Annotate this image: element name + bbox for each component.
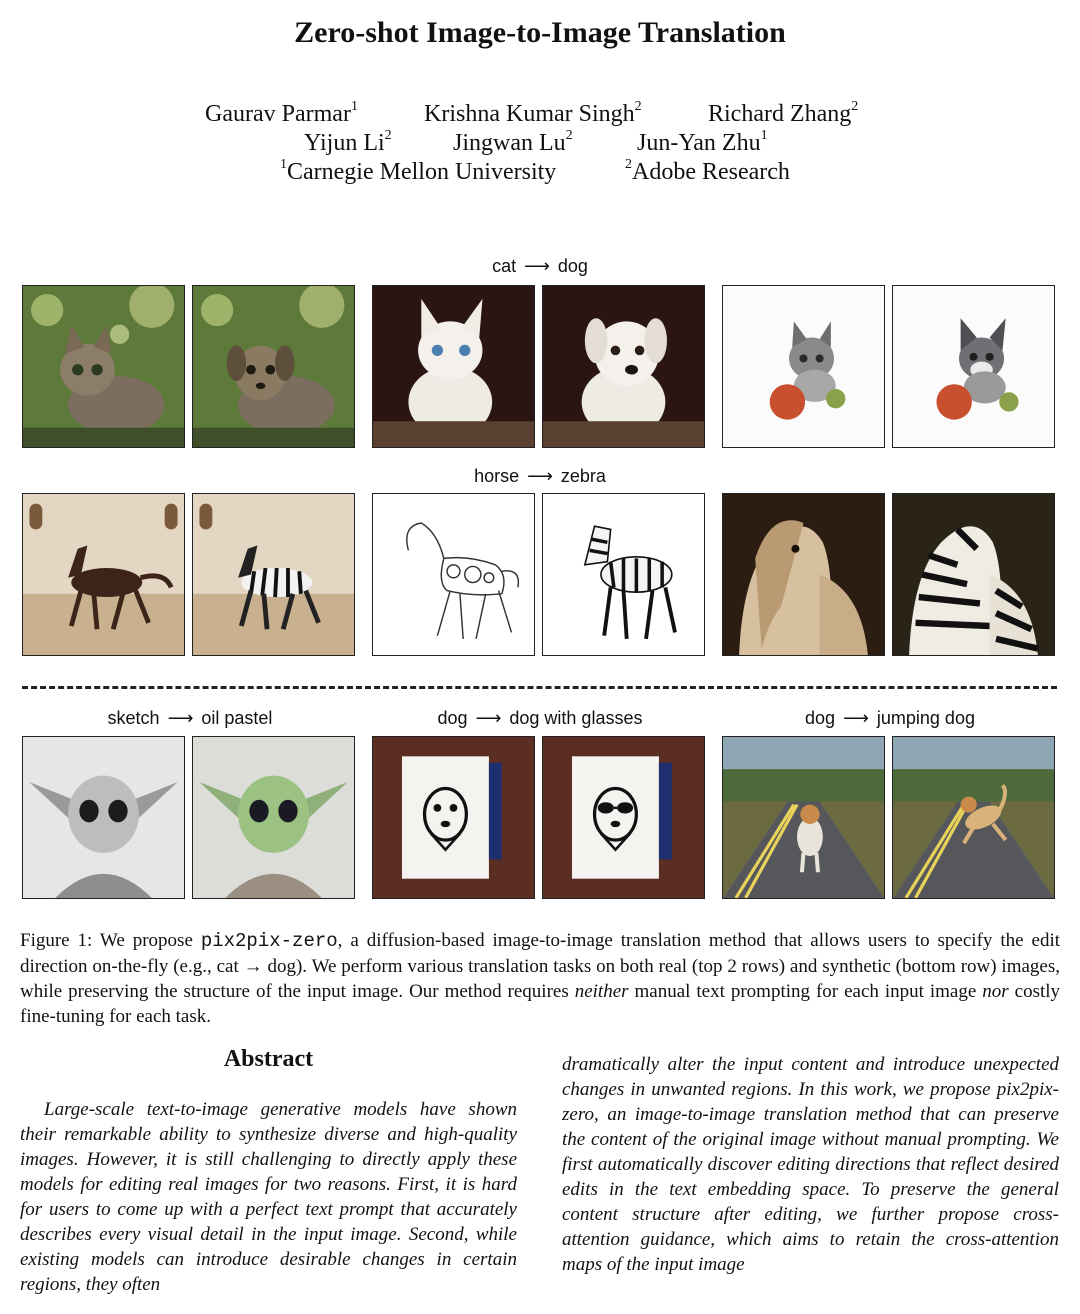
edit-label-cat-dog: cat ⟶ dog: [492, 256, 588, 277]
zebra-painting-output: [892, 493, 1055, 656]
jumping-dog-road-icon: [893, 737, 1054, 898]
author: Yijun Li$^2$: [304, 128, 392, 156]
author: Jun-Yan Zhu$^1$: [637, 128, 768, 156]
puppy-forest-output: [192, 285, 355, 448]
figure-caption: Figure 1: We propose pix2pix-zero, a diffusion-based image-to-image translation method that allows users to specify the edit direction on-the-fly (e.g., cat → dog). We perform various translation tasks on both real (top 2 rows) and synthetic (bottom row) images, while preserving the structure of the input image. Our method requires neither manual text prompting for each input image nor costly fine-tuning for each task.: [20, 930, 1061, 1027]
dog-drawing-input: [372, 736, 535, 899]
author: Jingwan Lu$^2$: [453, 128, 573, 156]
puppy-illustration-icon: [893, 286, 1054, 447]
edit-label-horse-zebra: horse ⟶ zebra: [474, 466, 606, 487]
white-kitten-input: [372, 285, 535, 448]
abstract-text-right: dramatically alter the input content and introduce unexpected changes in unwanted regions. In this work, we propose pix2pix-zero, an image-to-image translation method that can preserve the content of the original image without manual prompting. We first automatically discover editing directions that reflect desired edits in the text embedding space. To preserve the general content structure after editing, we further propose cross-attention guidance, which aims to retain the cross-attention maps of the input image: [562, 1054, 1059, 1275]
kitten-illustration-icon: [723, 286, 884, 447]
edit-label-dog-jumping: dog ⟶ jumping dog: [805, 708, 975, 729]
yoda-oil-pastel-output: [192, 736, 355, 899]
kitten-yarn-input: [722, 285, 885, 448]
horse-photo-icon: [23, 494, 184, 655]
zebra-photo-icon: [193, 494, 354, 655]
dog-road-icon: [723, 737, 884, 898]
dog-road-input: [722, 736, 885, 899]
puppy-photo-icon: [193, 286, 354, 447]
puppy-photo-icon: [543, 286, 704, 447]
dog-road-jumping-output: [892, 736, 1055, 899]
affiliation: $^2$Adobe Research: [625, 157, 790, 185]
authors-line-1: [0, 101, 1080, 131]
zebra-courtyard-output: [192, 493, 355, 656]
author: Krishna Kumar Singh$^2$: [424, 99, 642, 127]
dog-drawing-glasses-icon: [543, 737, 704, 898]
horse-painting-input: [722, 493, 885, 656]
dog-drawing-icon: [373, 737, 534, 898]
section-divider: [22, 686, 1057, 689]
zebra-line-art-output: [542, 493, 705, 656]
dog-drawing-glasses-output: [542, 736, 705, 899]
abstract-heading: Abstract: [223, 1046, 314, 1072]
horse-painting-icon: [723, 494, 884, 655]
paper-title: Zero-shot Image-to-Image Translation: [294, 16, 786, 49]
kitten-photo-icon: [373, 286, 534, 447]
affiliations-line: [0, 159, 1080, 189]
puppy-yarn-output: [892, 285, 1055, 448]
white-puppy-output: [542, 285, 705, 448]
zebra-line-art-icon: [543, 494, 704, 655]
authors-line-2: [0, 130, 1080, 160]
author: Richard Zhang$^2$: [708, 99, 859, 127]
sketch-icon: [23, 737, 184, 898]
horse-line-art-icon: [373, 494, 534, 655]
horse-courtyard-input: [22, 493, 185, 656]
yoda-sketch-input: [22, 736, 185, 899]
zebra-painting-icon: [893, 494, 1054, 655]
oil-pastel-icon: [193, 737, 354, 898]
kitten-photo-icon: [23, 286, 184, 447]
abstract-text-left: Large-scale text-to-image generative models have shown their remarkable ability to synthesize diverse and high-quality images. However, it is still challenging to directly apply these models for editing real images for two reasons. First, it is hard for users to come up with a perfect text prompt that accurately describes every visual detail in the input image. Second, while existing models can introduce desirable changes in certain regions, they often: [20, 1099, 517, 1295]
kitten-forest-input: [22, 285, 185, 448]
edit-label-dog-glasses: dog ⟶ dog with glasses: [437, 708, 643, 729]
affiliation: $^1$Carnegie Mellon University: [280, 157, 557, 185]
horse-line-art-input: [372, 493, 535, 656]
author: Gaurav Parmar$^1$: [205, 99, 358, 127]
edit-label-sketch-oil-pastel: sketch ⟶ oil pastel: [107, 708, 273, 729]
